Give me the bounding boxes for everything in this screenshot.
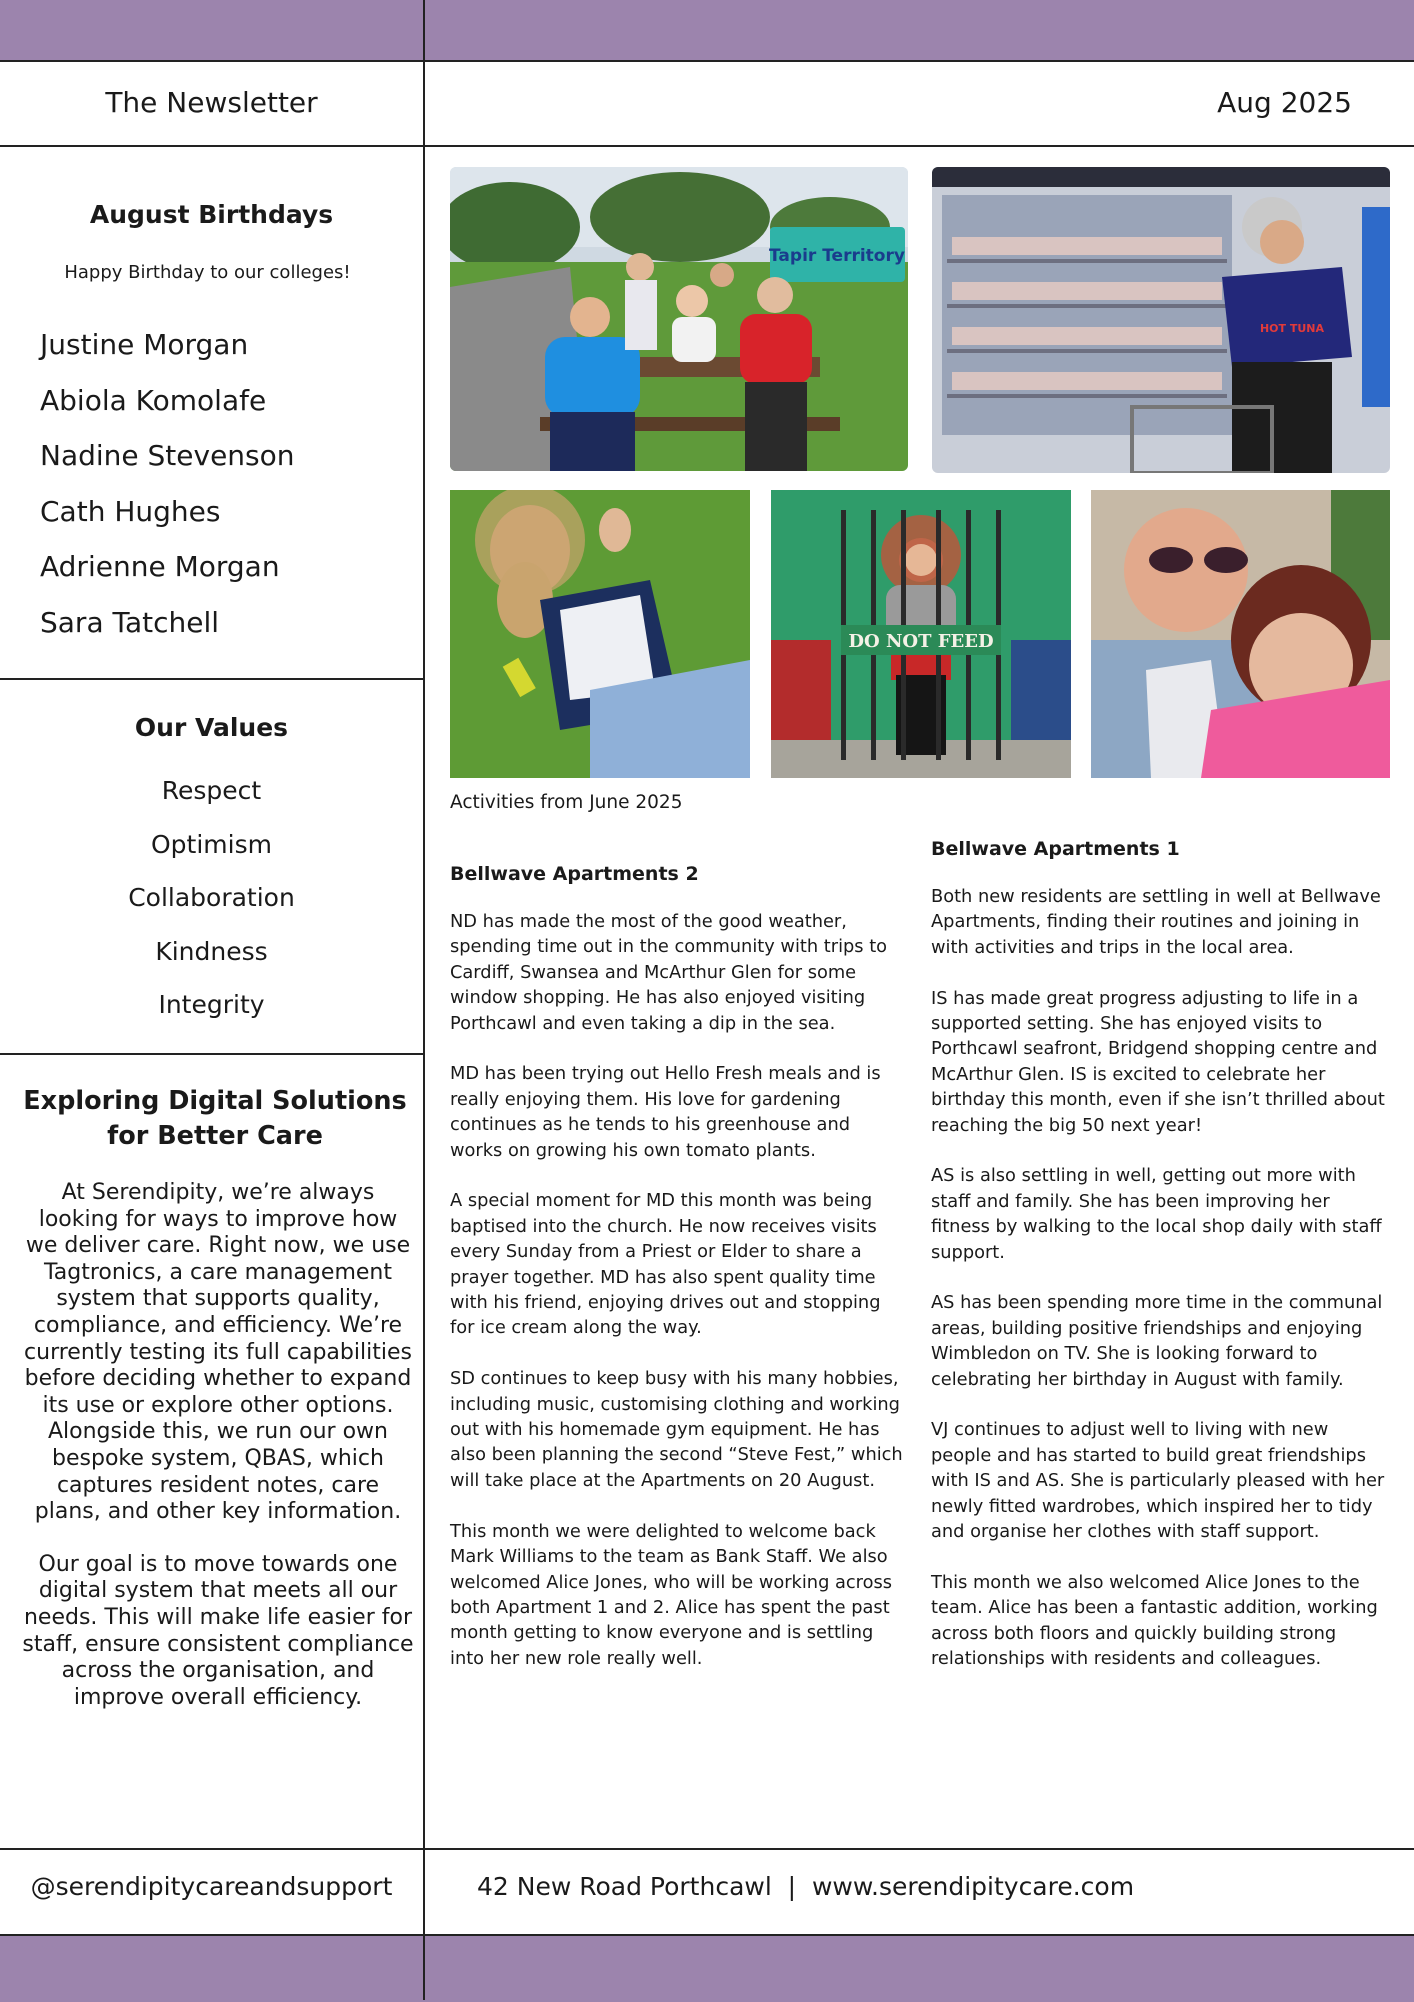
photo-grass-wave [450, 490, 750, 778]
bellwave-2-paragraph: This month we were delighted to welcome back Mark Williams to the team as Bank Staff. We also welcomed Alice Jones, who will be working across both Apartment 1 and 2. Alice has spent the past month getting to know everyone and is settling into her new role really well. [450, 1520, 893, 1669]
bars-sign-text: DO NOT FEED [848, 631, 994, 652]
photo-selfie [1091, 490, 1390, 778]
photo-group-park [450, 167, 908, 471]
header-rule [0, 145, 1414, 147]
bellwave-2-paragraph: MD has been trying out Hello Fresh meals and is really enjoying them. His love for gardening continues as he tends to his greenhouse and works on growing his own tomato plants. [450, 1063, 881, 1161]
digital-paragraph: At Serendipity, we’re always looking for ways to improve how we deliver care. Right now, we use Tagtronics, a care management system that supports quality, compliance, and efficiency. We’re currently testing its full capabilities before deciding whether to expand its use or explore other options. Alongside this, we run our own bespoke system, QBAS, which captures resident notes, care plans, and other key information. [24, 1180, 412, 1525]
value-item: Respect [161, 776, 262, 805]
top-color-band [0, 0, 1414, 62]
birthday-name: Justine Morgan [40, 328, 249, 361]
photo-supermarket [932, 167, 1390, 473]
bellwave-2-paragraph: A special moment for MD this month was being baptised into the church. He now receives visits every Sunday from a Priest or Elder to share a prayer together. MD has also spent quality time with his friend, enjoying drives out and stopping for ice cream along the way. [450, 1190, 881, 1339]
bellwave-2-paragraph: ND has made the most of the good weather, spending time out in the community with trips to Cardiff, Swansea and McArthur Glen for some window shopping. He has also enjoyed visiting Porthcawl and even taking a dip in the sea. [450, 911, 888, 1034]
column-divider [423, 0, 425, 2000]
birthday-name: Cath Hughes [40, 494, 221, 528]
birthday-name: Adrienne Morgan [40, 550, 280, 583]
birthday-name: Abiola Komolafe [40, 383, 267, 417]
birthdays-heading: August Birthdays [89, 200, 334, 229]
footer-rule [0, 1848, 1414, 1850]
digital-paragraph: Our goal is to move towards one digital system that meets all our needs. This will make life easier for staff, ensure consistent compliance across the organisation, and improve overall efficiency. [22, 1551, 414, 1710]
birthdays-subheading: Happy Birthday to our colleges! [64, 262, 351, 283]
photo-do-not-feed [771, 490, 1071, 778]
digital-heading: Exploring Digital Solutions for Better Care [23, 1086, 407, 1151]
bellwave-1-paragraph: AS has been spending more time in the communal areas, building positive friendships and enjoying Wimbledon on TV. She is looking forward to celebrating her birthday in August with family. [931, 1292, 1383, 1390]
birthdays-rule [0, 678, 423, 680]
bellwave-1-heading: Bellwave Apartments 1 [931, 838, 1180, 860]
value-item: Kindness [155, 936, 268, 966]
bellwave-1-article [931, 836, 1386, 1697]
bellwave-1-paragraph: VJ continues to adjust well to living with new people and has started to build great friendships with IS and AS. She is particularly pleased with her newly fitted wardrobes, which inspired her to tidy and organise her clothes with staff support. [931, 1419, 1385, 1543]
bellwave-1-paragraph: Both new residents are settling in well at Bellwave Apartments, finding their routines and joining in with activities and trips in the local area. [931, 886, 1381, 958]
values-rule [0, 1053, 423, 1055]
bellwave-2-paragraph: SD continues to keep busy with his many hobbies, including music, customising clothing and working out with his homemade gym equipment. He has also been planning the second “Steve Fest,” which will take place at the Apartments on 20 August. [450, 1368, 903, 1491]
values-heading: Our Values [134, 713, 289, 742]
values-list [0, 773, 423, 1041]
issue-date: Aug 2025 [1217, 86, 1352, 119]
photo-caption: Activities from June 2025 [450, 792, 683, 813]
shirt-text: HOT TUNA [1259, 322, 1325, 335]
bellwave-1-paragraph: IS has made great progress adjusting to life in a supported setting. She has enjoyed visits to Porthcawl seafront, Bridgend shopping centre and McArthur Glen. IS is excited to celebrate her birthday this month, even if she isn’t thrilled about reaching the big 50 next year! [931, 987, 1385, 1136]
bellwave-2-article [450, 861, 905, 1697]
park-sign-text: Tapir Territory [769, 246, 905, 266]
value-item: Integrity [158, 990, 265, 1019]
address-and-website: 42 New Road Porthcawl | www.serendipitycare.com [477, 1872, 1135, 1901]
bellwave-1-paragraph: This month we also welcomed Alice Jones to the team. Alice has been a fantastic addition, working across both floors and quickly building strong relationships with residents and colleagues. [931, 1571, 1378, 1670]
value-item: Collaboration [128, 883, 295, 912]
bottom-color-band [0, 1934, 1414, 2002]
value-item: Optimism [151, 829, 272, 859]
bellwave-1-paragraph: AS is also settling in well, getting out more with staff and family. She has been improving her fitness by walking to the local shop daily with staff support. [931, 1165, 1382, 1263]
birthday-name: Nadine Stevenson [40, 439, 295, 472]
digital-body [22, 1180, 414, 1737]
social-handle: @serendipitycareandsupport [30, 1872, 393, 1901]
birthday-name: Sara Tatchell [40, 605, 220, 639]
newsletter-title: The Newsletter [105, 86, 318, 119]
birthday-names-list [40, 326, 295, 659]
bellwave-2-heading: Bellwave Apartments 2 [450, 863, 699, 885]
